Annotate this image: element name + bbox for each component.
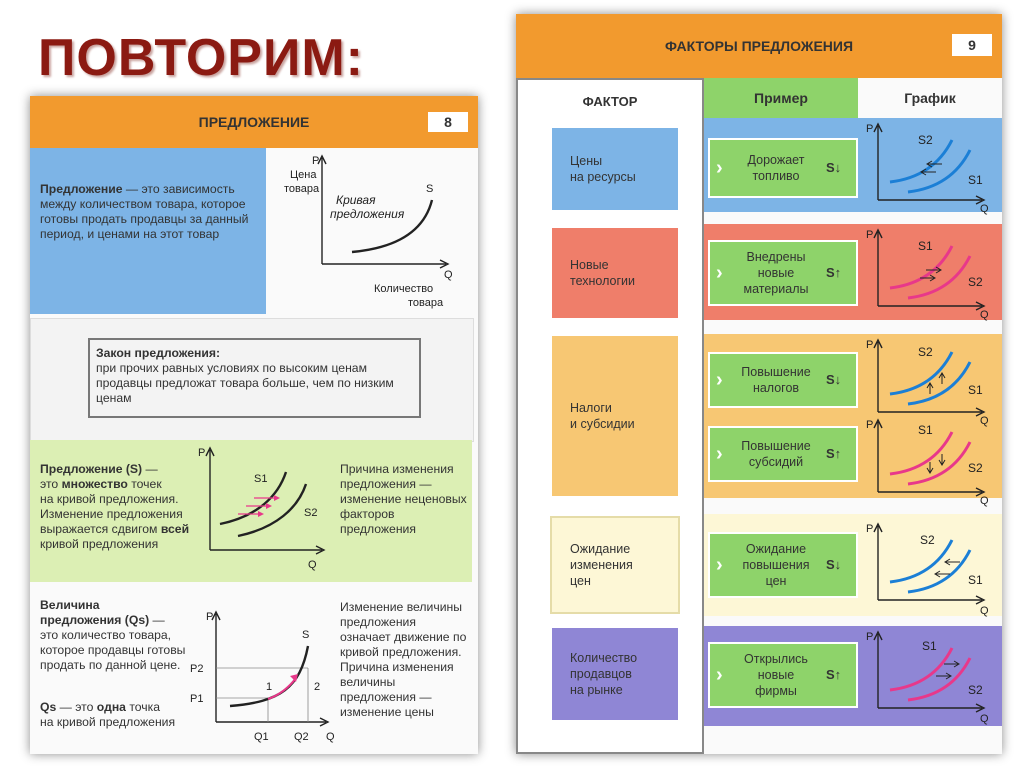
graph1-curve-label: Кривая [336, 193, 376, 207]
graph2-s1-label: S1 [254, 473, 268, 485]
supply-l2a: это [40, 477, 62, 491]
graph2-p-label: P [198, 447, 206, 459]
definition-term: Предложение [40, 182, 123, 196]
g4-q: Q [980, 495, 989, 507]
graph1-s-label: S [426, 183, 434, 195]
example-expectations [708, 532, 858, 598]
graph3-s-label: S [302, 629, 310, 641]
chevron-right-icon: › [716, 664, 723, 686]
example-materials [708, 240, 858, 306]
supply-card [30, 96, 478, 754]
graph3-q2-label: Q2 [294, 731, 309, 743]
graph-resources [864, 120, 1000, 214]
graph3-q-label: Q [326, 731, 335, 743]
g6-p: P [866, 631, 874, 643]
g3-bot: S1 [968, 383, 983, 397]
graph1-goods-label: товара [284, 183, 320, 195]
qs2-b: — это [56, 700, 97, 714]
graph1-qty-label: Количество [374, 283, 434, 295]
g1-top: S2 [918, 133, 933, 147]
g3-top: S2 [918, 345, 933, 359]
g1-q: Q [980, 203, 989, 215]
g6-top: S1 [922, 639, 937, 653]
chevron-right-icon: › [716, 443, 723, 465]
g4-bot: S2 [968, 461, 983, 475]
supply-l5a: выражается сдвигом [40, 522, 161, 536]
graph1-price-label: Цена [290, 169, 317, 181]
g4-top: S1 [918, 423, 933, 437]
example-fuel-symbol: S↓ [826, 160, 842, 175]
supply-l4: Изменение предложения [40, 507, 183, 521]
graph-taxes [864, 336, 1000, 427]
qs2-e: на кривой предложения [40, 715, 176, 729]
factor-expectations: Ожидание изменения цен [550, 516, 680, 614]
qs-point-text [40, 700, 200, 730]
graph-technology [864, 226, 1000, 320]
chevron-right-icon: › [716, 262, 723, 284]
example-firms [708, 642, 858, 708]
page-title: ПОВТОРИМ: [38, 29, 365, 87]
factors-card-title: ФАКТОРЫ ПРЕДЛОЖЕНИЯ [664, 38, 854, 54]
g6-bot: S2 [968, 683, 983, 697]
example-firms-label: Открылись новые фирмы [744, 652, 808, 698]
qs-term-dash: — [149, 613, 165, 627]
qs-text: это количество товара, которое продавцы готовы продать по данной цене. [40, 628, 186, 672]
qs2-a: Qs [40, 700, 57, 714]
factors-card [516, 14, 1002, 754]
graph1-curve-label-2: предложения [330, 207, 405, 221]
definition-text [40, 182, 266, 242]
example-fuel-label: Дорожает топливо [747, 153, 805, 183]
g5-q: Q [980, 605, 989, 617]
chevron-right-icon: › [716, 554, 723, 576]
graph3-p1-label: P1 [190, 693, 204, 705]
graph1-q-label: Q [444, 269, 453, 281]
g5-bot: S1 [968, 573, 983, 587]
col-example-header: Пример [704, 78, 858, 118]
supply-l2b: множество [61, 477, 128, 491]
qs2-d: точка [125, 700, 161, 714]
graph3-p2-label: P2 [190, 663, 204, 675]
example-subsidies [708, 426, 858, 482]
factors-card-header [516, 14, 1002, 78]
qs2-c: одна [96, 700, 126, 714]
supply-l6: кривой предложения [40, 537, 159, 551]
g1-p: P [866, 123, 874, 135]
example-materials-label: Внедрены новые материалы [743, 250, 809, 296]
example-materials-symbol: S↑ [826, 265, 842, 280]
g6-q: Q [980, 713, 989, 725]
supply-l5b: всей [160, 522, 190, 536]
graph-subsidies [864, 416, 1000, 507]
factor-sellers: Количество продавцов на рынке [550, 626, 680, 722]
chevron-right-icon: › [716, 369, 723, 391]
g2-bot: S2 [968, 275, 983, 289]
supply-shift-cause: Причина изменения предложения — изменение неценовых факторов предложения [340, 462, 467, 536]
col-graph-header: График [904, 90, 956, 106]
graph3-p-label: P [206, 611, 214, 623]
example-fuel [708, 138, 858, 198]
supply-curve-graph [266, 148, 478, 314]
g3-p: P [866, 339, 874, 351]
example-taxes-label: Повышение налогов [741, 365, 811, 395]
page-number-8: 8 [428, 112, 468, 132]
graph3-point-2: 2 [314, 681, 321, 693]
supply-term: Предложение (S) [40, 462, 143, 476]
graph3-q1-label: Q1 [254, 731, 269, 743]
supply-l3: на кривой предложения. [40, 492, 179, 506]
g3-q: Q [980, 415, 989, 427]
graph-expectations [864, 520, 1000, 616]
graph2-s2-label: S2 [304, 507, 318, 519]
page-number-9: 9 [952, 34, 992, 56]
chevron-right-icon: › [716, 157, 723, 179]
factor-technology: Новые технологии [550, 226, 680, 320]
example-taxes [708, 352, 858, 408]
graph3-point-1: 1 [266, 681, 273, 693]
example-firms-symbol: S↑ [826, 667, 842, 682]
graph2-q-label: Q [308, 559, 317, 571]
definition-body: — это зависимость между количеством товара, которое готовы продать продавцы за данный период, и ценами на этот товар [40, 182, 249, 241]
graph1-p-label: P [312, 155, 320, 167]
supply-l2c: точек [127, 477, 162, 491]
factor-resources: Цены на ресурсы [550, 126, 680, 212]
supply-term-dash: — [142, 462, 158, 476]
g5-top: S2 [920, 533, 935, 547]
col-factor-header: ФАКТОР [582, 94, 638, 109]
g4-p: P [866, 419, 874, 431]
quantity-change-cause: Изменение величины предложения означает движение по кривой предложения. Причина изменения величины предложения — изменение цены [340, 600, 467, 719]
law-text: при прочих равных условиях по высоким ценам продавцы предложат товара больше, чем по низким ценам [96, 361, 394, 405]
g1-bot: S1 [968, 173, 983, 187]
example-taxes-symbol: S↓ [826, 372, 842, 387]
graph1-qty-label-2: товара [408, 297, 444, 309]
law-title: Закон предложения: [96, 346, 221, 360]
supply-card-title: ПРЕДЛОЖЕНИЕ [198, 114, 310, 130]
law-box [88, 338, 421, 418]
g2-q: Q [980, 309, 989, 321]
supply-card-header [30, 96, 478, 148]
g2-p: P [866, 229, 874, 241]
graph-sellers [864, 628, 1000, 724]
qs-term-2: предложения (Qs) [40, 613, 150, 627]
quantity-supplied-graph [190, 606, 340, 752]
example-subsidies-symbol: S↑ [826, 446, 842, 461]
qs-term-1: Величина [40, 598, 100, 612]
supply-shift-text [40, 462, 205, 552]
factor-taxes: Налоги и субсидии [550, 334, 680, 498]
quantity-supplied-text [40, 598, 200, 673]
g2-top: S1 [918, 239, 933, 253]
example-subsidies-label: Повышение субсидий [741, 439, 811, 469]
example-expectations-symbol: S↓ [826, 557, 842, 572]
g5-p: P [866, 523, 874, 535]
example-expectations-label: Ожидание повышения цен [742, 542, 810, 588]
supply-shift-graph [198, 444, 348, 580]
